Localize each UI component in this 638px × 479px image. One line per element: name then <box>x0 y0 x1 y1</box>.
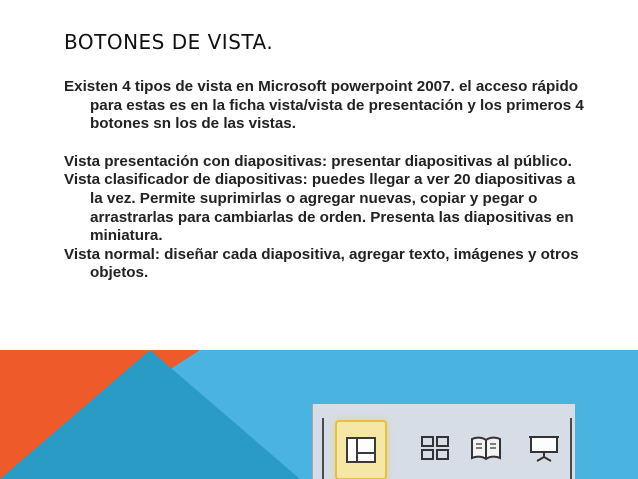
toolbar-separator-left <box>322 418 324 479</box>
reading-view-icon <box>470 435 502 461</box>
paragraph-gap <box>64 134 584 153</box>
slide-sorter-button[interactable] <box>411 420 459 476</box>
paragraph-slideshow-view: Vista presentación con diapositivas: presentar diapositivas al público. <box>64 152 572 170</box>
slide-sorter-icon <box>420 435 450 461</box>
paragraph-sorter-view: Vista clasificador de diapositivas: puedes llegar a ver 20 diapositivas a la vez. Permite suprimirlas o agregar nuevas, copiar y pegar o arrastrarlas para cambiarlas de orden. Presenta las diapositivas en miniatura. <box>64 171 576 245</box>
reading-view-button[interactable] <box>462 420 510 476</box>
slideshow-button[interactable] <box>520 420 568 476</box>
normal-view-icon <box>346 437 376 463</box>
paragraph-normal-view: Vista normal: diseñar cada diapositiva, agregar texto, imágenes y otros objetos. <box>64 245 579 282</box>
normal-view-button[interactable] <box>335 420 387 479</box>
slideshow-icon <box>528 434 560 462</box>
toolbar-separator-right <box>570 418 572 479</box>
slide-title: BOTONES DE VISTA. <box>64 30 274 54</box>
slide-body <box>64 78 584 283</box>
paragraph-intro: Existen 4 tipos de vista en Microsoft powerpoint 2007. el acceso rápido para estas es en la ficha vista/vista de presentación y los primeros 4 botones sn los de las vistas. <box>64 78 584 133</box>
